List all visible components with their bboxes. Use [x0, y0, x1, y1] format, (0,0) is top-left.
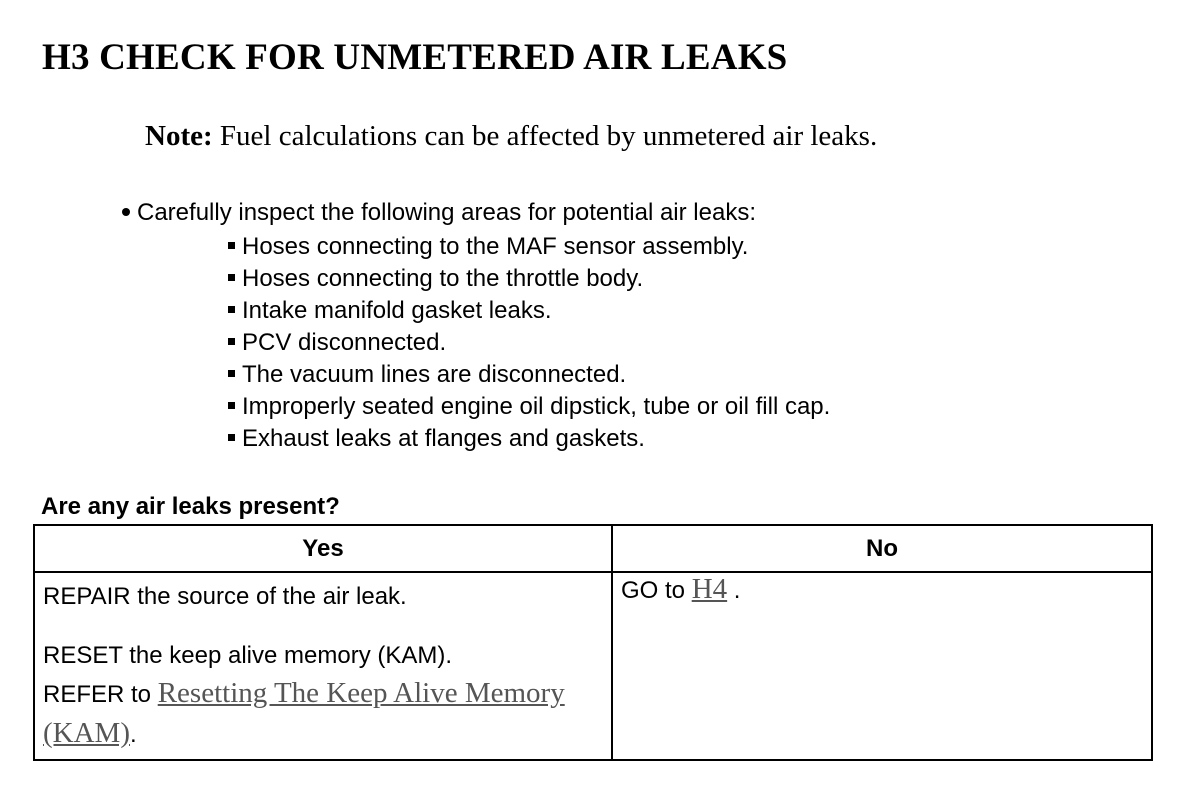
list-item-text: PCV disconnected. [242, 329, 447, 356]
note-text: Fuel calculations can be affected by unmetered air leaks. [212, 120, 878, 152]
repair-instruction: REPAIR the source of the air leak. [43, 583, 407, 610]
square-bullet-icon [228, 338, 235, 345]
decision-question: Are any air leaks present? [41, 493, 340, 520]
square-bullet-icon [228, 434, 235, 441]
list-item [228, 423, 830, 455]
list-item [228, 295, 830, 327]
note-label: Note: [145, 120, 213, 152]
square-bullet-icon [228, 370, 235, 377]
no-header: No [612, 525, 1152, 572]
reset-instruction: RESET the keep alive memory (KAM). [43, 642, 453, 669]
goto-suffix: . [727, 577, 741, 604]
square-bullet-icon [228, 242, 235, 249]
list-item [228, 263, 830, 295]
square-bullet-icon [228, 306, 235, 313]
note [145, 120, 877, 153]
goto-prefix: GO to [621, 577, 692, 604]
list-item-text: Improperly seated engine oil dipstick, tube or oil fill cap. [242, 393, 831, 420]
inspection-intro-text: Carefully inspect the following areas for potential air leaks: [137, 199, 756, 226]
refer-suffix: . [130, 721, 137, 748]
square-bullet-icon [228, 274, 235, 281]
list-item-text: Exhaust leaks at flanges and gaskets. [242, 425, 645, 452]
decision-table [33, 524, 1153, 761]
inspection-intro [122, 199, 756, 227]
list-item [228, 327, 830, 359]
yes-header: Yes [34, 525, 612, 572]
list-item-text: The vacuum lines are disconnected. [242, 361, 627, 388]
refer-instruction [43, 674, 603, 754]
yes-cell [34, 572, 612, 760]
list-item-text: Hoses connecting to the MAF sensor assembly. [242, 233, 749, 260]
list-item-text: Hoses connecting to the throttle body. [242, 265, 644, 292]
list-item [228, 359, 830, 391]
no-cell [612, 572, 1152, 760]
list-item [228, 231, 830, 263]
square-bullet-icon [228, 402, 235, 409]
inspection-list [228, 231, 830, 455]
page-title: H3 CHECK FOR UNMETERED AIR LEAKS [42, 37, 788, 78]
h4-link[interactable]: H4 [691, 573, 728, 605]
refer-prefix: REFER to [43, 681, 158, 708]
table-header-row [34, 525, 1152, 572]
table-row [34, 572, 1152, 760]
list-item-text: Intake manifold gasket leaks. [242, 297, 552, 324]
list-item [228, 391, 830, 423]
bullet-dot-icon [122, 208, 130, 216]
reset-kam-link[interactable]: Resetting The Keep Alive Memory (KAM) [43, 677, 565, 749]
